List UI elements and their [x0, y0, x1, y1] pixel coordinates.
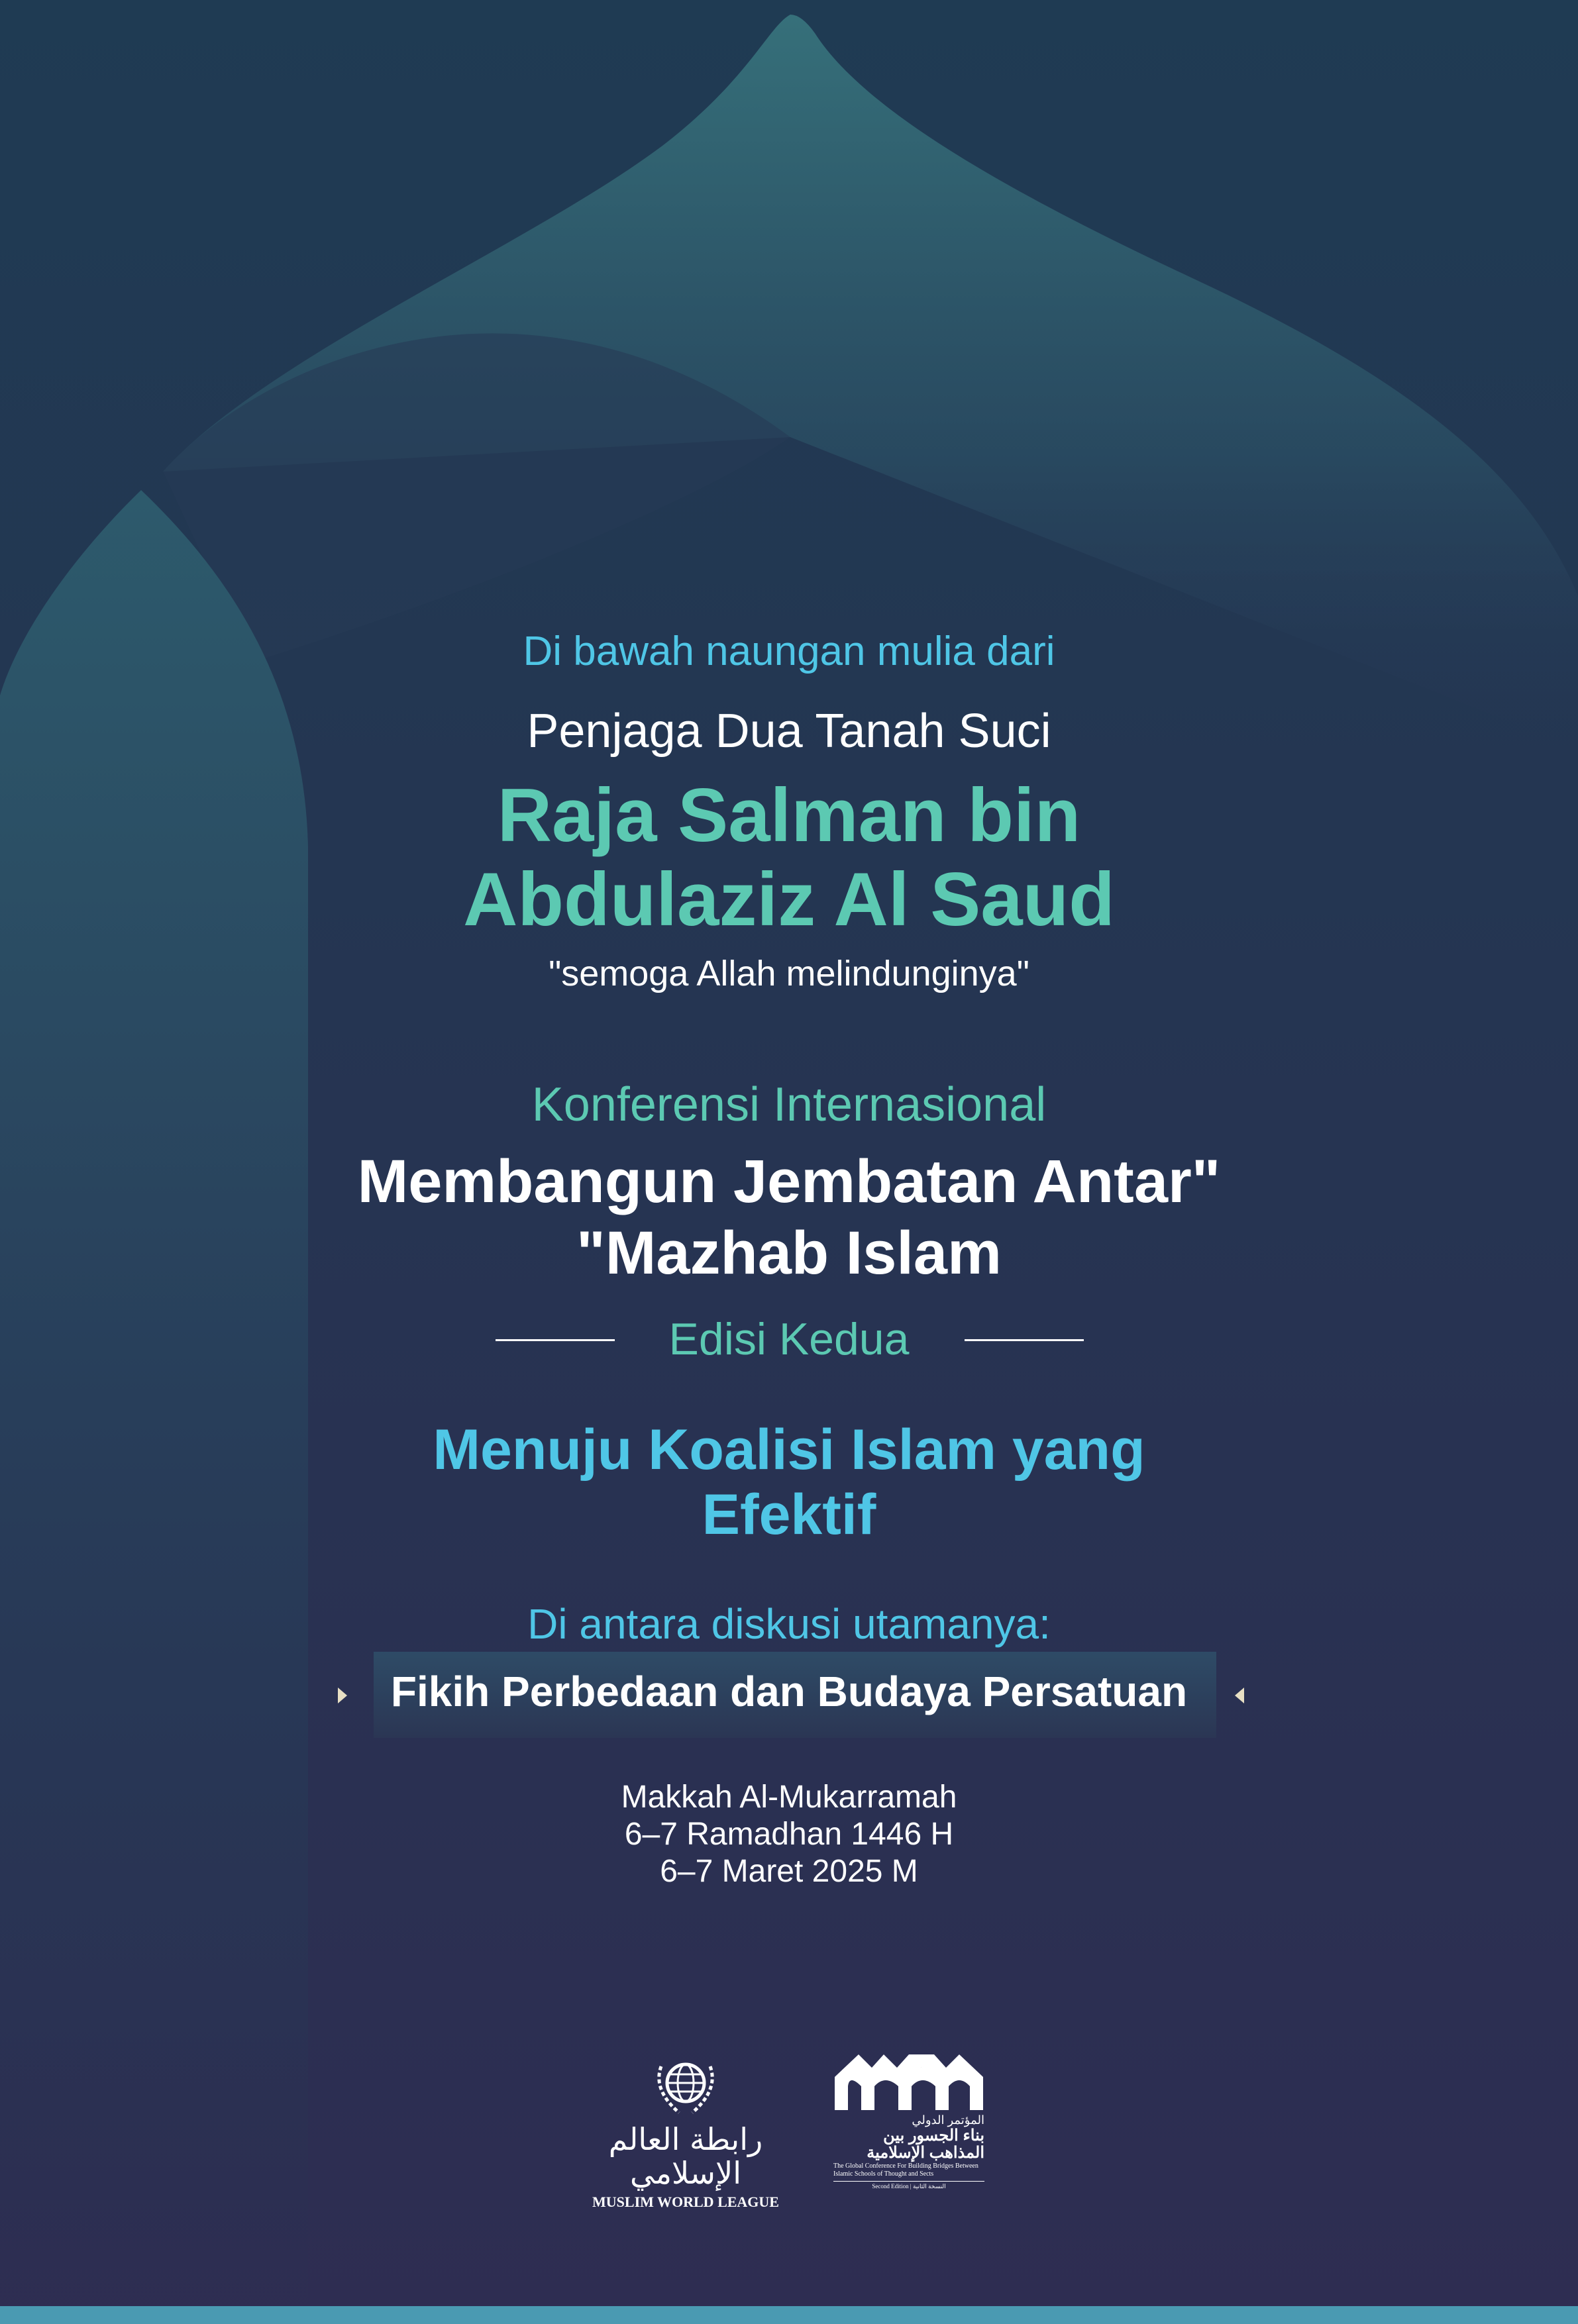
patronage-title: Penjaga Dua Tanah Suci	[527, 705, 1051, 758]
theme-line1: Menuju Koalisi Islam yang	[433, 1418, 1145, 1482]
theme-line2: Efektif	[702, 1483, 876, 1546]
conf-arabic-line1: المؤتمر الدولي	[912, 2113, 984, 2127]
globe-wreath-icon	[649, 2053, 722, 2119]
event-location: Makkah Al-Mukarramah	[621, 1780, 957, 1815]
conf-edition: Second Edition | النسخة الثانية	[833, 2181, 984, 2190]
topic-text: Fikih Perbedaan dan Budaya Persatuan	[390, 1668, 1188, 1715]
conference-title-line1: Membangun Jembatan Antar"	[357, 1148, 1221, 1215]
divider-right	[965, 1339, 1084, 1341]
event-date-gregorian: 6–7 Maret 2025 M	[660, 1854, 918, 1889]
topics-intro: Di antara diskusi utamanya:	[527, 1600, 1051, 1648]
conf-arabic-line2: بناء الجسور بين المذاهب الإسلامية	[867, 2127, 984, 2162]
king-name-line2: Abdulaziz Al Saud	[463, 858, 1115, 942]
muslim-world-league-logo	[583, 2053, 788, 2211]
mwl-arabic-name: رابطة العالم الإسلامي	[608, 2121, 763, 2191]
bottom-accent-bar	[0, 2306, 1578, 2324]
blessing-text: "semoga Allah melindunginya"	[549, 954, 1029, 993]
conference-title-line2: "Mazhab Islam	[576, 1219, 1002, 1287]
conf-english-name: The Global Conference For Building Bridges Between Islamic Schools of Thought and Sects	[833, 2162, 978, 2178]
conference-type: Konferensi Internasional	[531, 1078, 1047, 1131]
bridges-conference-logo	[833, 2054, 984, 2190]
event-date-hijri: 6–7 Ramadhan 1446 H	[624, 1817, 954, 1852]
three-domes-icon	[835, 2054, 983, 2110]
patronage-intro: Di bawah naungan mulia dari	[523, 629, 1055, 674]
edition-label: Edisi Kedua	[668, 1314, 910, 1364]
left-dome	[0, 490, 308, 2324]
king-name-line1: Raja Salman bin	[497, 774, 1081, 858]
mwl-english-name: MUSLIM WORLD LEAGUE	[592, 2194, 779, 2211]
